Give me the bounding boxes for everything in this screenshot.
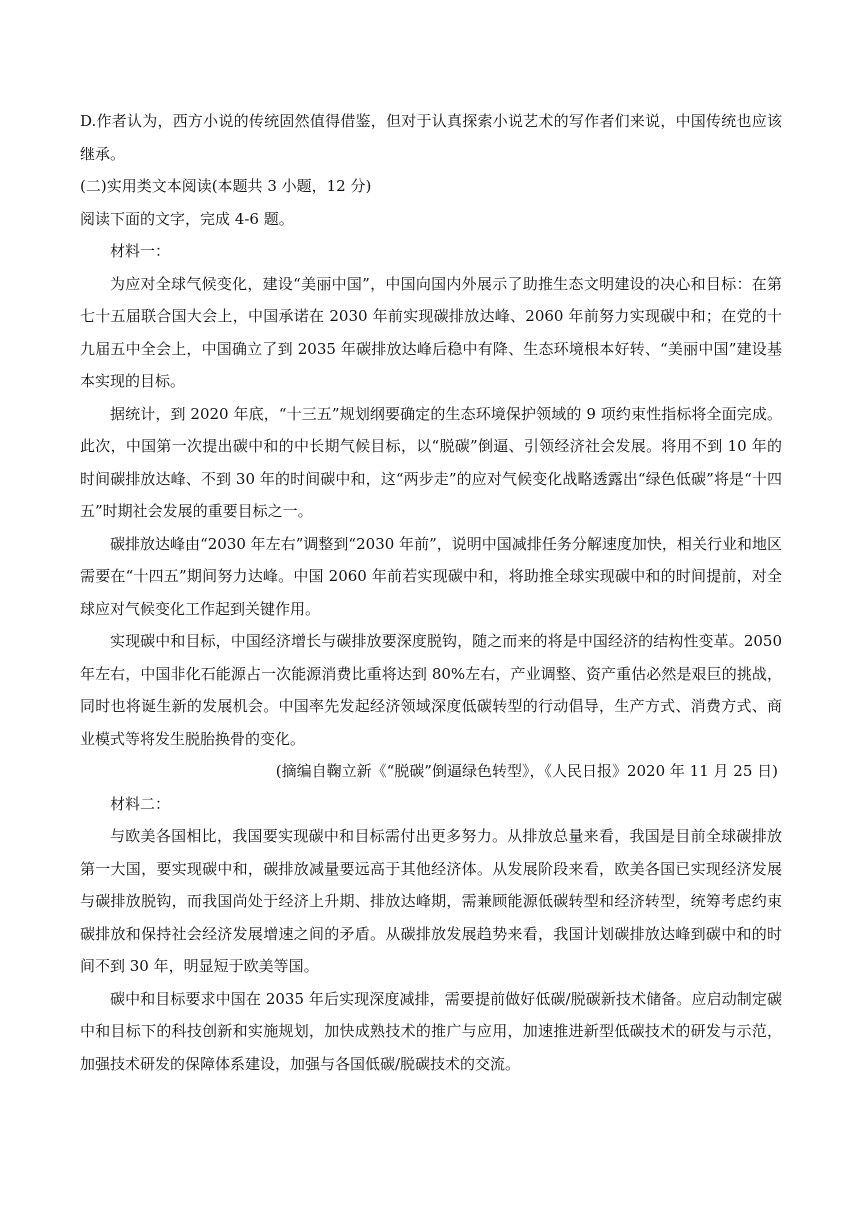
option-d-text: D.作者认为，西方小说的传统固然值得借鉴，但对于认真探索小说艺术的写作者们来说，中国传统也应该继承。	[80, 112, 782, 163]
material-one-paragraph: 碳排放达峰由“2030 年左右”调整到“2030 年前”，说明中国减排任务分解速度加快，相关行业和地区需要在“十四五”期间努力达峰。中国 2060 年前若实现碳中和，将助推全球实现碳中和的时间提前，对全球应对气候变化工作起到关键作用。	[80, 534, 782, 618]
material-two-paragraph: 碳中和目标要求中国在 2035 年后实现深度减排，需要提前做好低碳/脱碳新技术储备。应启动制定碳中和目标下的科技创新和实施规划，加快成熟技术的推广与应用，加速推进新型低碳技术的研发与示范，加强技术研发的保障体系建设，加强与各国低碳/脱碳技术的交流。	[80, 989, 782, 1073]
material-two-label: 材料二：	[110, 794, 171, 813]
material-one-paragraph: 实现碳中和目标，中国经济增长与碳排放要深度脱钩，随之而来的将是中国经济的结构性变革。2050 年左右，中国非化石能源占一次能源消费比重将达到 80%左右，产业调整、资产重估必然是艰巨的挑战，同时也将诞生新的发展机会。中国率先发起经济领域深度低碳转型的行动倡导，生产方式、消费方式、商业模式等将发生脱胎换骨的变化。	[80, 632, 782, 748]
material-one-paragraph: 为应对全球气候变化，建设“美丽中国”，中国向国内外展示了助推生态文明建设的决心和目标：在第七十五届联合国大会上，中国承诺在 2030 年前实现碳排放达峰、2060 年前努力实现碳中和；在党的十九届五中全会上，中国确立了到 2035 年碳排放达峰后稳中有降、生态环境根本好转、“美丽中国”建设基本实现的目标。	[80, 274, 782, 390]
material-one-paragraph: 据统计，到 2020 年底，“十三五”规划纲要确定的生态环境保护领域的 9 项约束性指标将全面完成。此次，中国第一次提出碳中和的中长期气候目标，以“脱碳”倒逼、引领经济社会发展。将用不到 10 年的时间碳排放达峰、不到 30 年的时间碳中和，这“两步走”的应对气候变化战略透露出“绿色低碳”将是“十四五”时期社会发展的重要目标之一。	[80, 404, 782, 520]
material-one-label: 材料一：	[110, 242, 171, 260]
material-two-paragraph: 与欧美各国相比，我国要实现碳中和目标需付出更多努力。从排放总量来看，我国是目前全球碳排放第一大国，要实现碳中和，碳排放减量要远高于其他经济体。从发展阶段来看，欧美各国已实现经济发展与碳排放脱钩，而我国尚处于经济上升期、排放达峰期，需兼顾能源低碳转型和经济转型，统筹考虑约束碳排放和保持社会经济发展增速之间的矛盾。从碳排放发展趋势来看，我国计划碳排放达峰到碳中和的时间不到 30 年，明显短于欧美等国。	[80, 827, 782, 975]
section-heading: (二)实用类文本阅读(本题共 3 小题，12 分)	[80, 177, 372, 195]
reading-instruction: 阅读下面的文字，完成 4-6 题。	[80, 209, 294, 228]
material-one-source: (摘编自鞠立新《“脱碳”倒逼绿色转型》，《人民日报》2020 年 11 月 25 日)	[275, 762, 778, 780]
page-content	[80, 105, 782, 1080]
